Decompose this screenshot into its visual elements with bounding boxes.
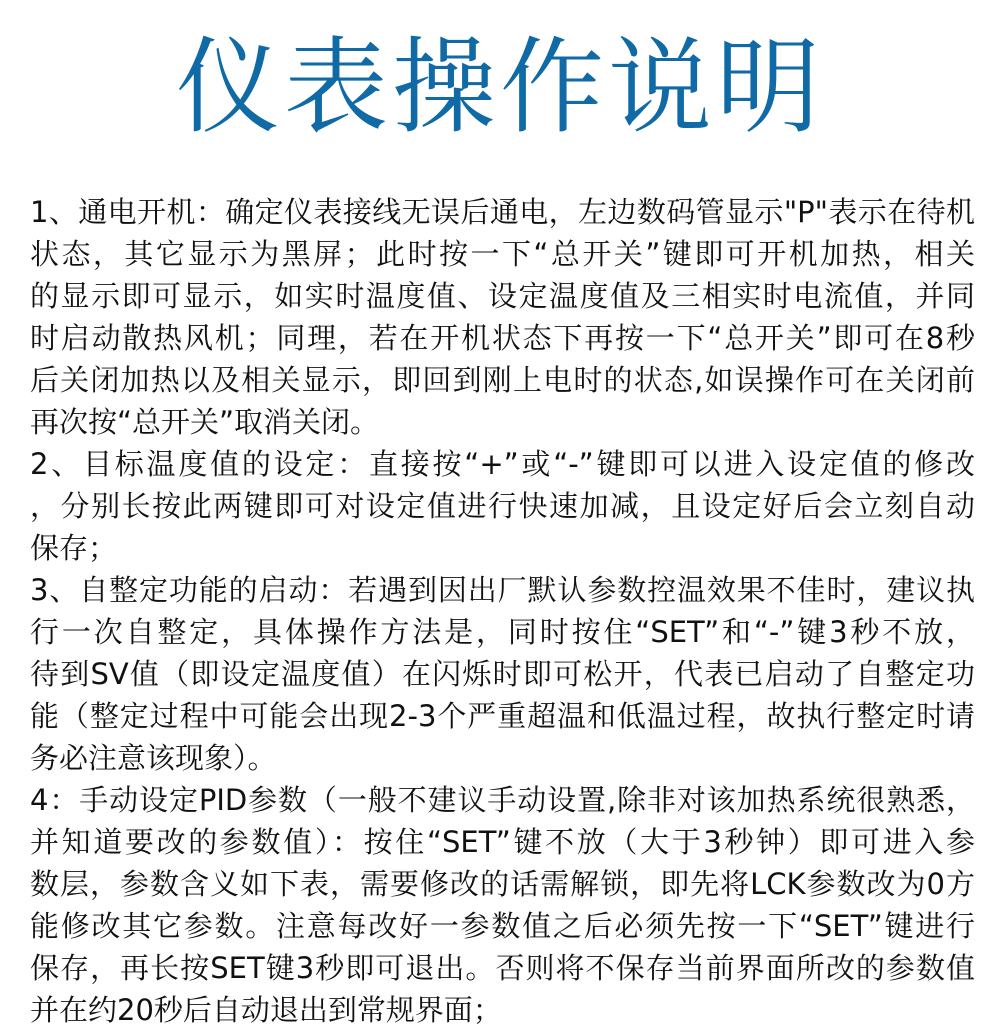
text-line: 2、目标温度值的设定：直接按“+”或“-”键即可以进入设定值的修改 [30,447,975,481]
text-line: 的显示即可显示，如实时温度值、设定温度值及三相实时电流值，并同 [30,279,975,313]
page-title: 仪表操作说明 [175,26,824,148]
text-line: 保存，再长按SET键3秒即可退出。否则将不保存当前界面所改的参数值 [30,951,975,985]
text-line: 后关闭加热以及相关显示，即回到刚上电时的状态,如误操作可在关闭前 [30,363,975,397]
text-line: 能修改其它参数。注意每改好一参数值之后必须先按一下“SET”键进行 [30,909,975,943]
text-line: 再次按“总开关”取消关闭。 [30,405,380,439]
text-line: 并在约20秒后自动退出到常规界面； [30,993,502,1027]
text-line: 3、自整定功能的启动：若遇到因出厂默认参数控温效果不佳时，建议执 [30,573,975,607]
instructions-body [30,191,975,1031]
instruction-paragraph-2 [30,443,975,569]
text-line: 并知道要改的参数值）：按住“SET”键不放（大于3秒钟）即可进入参 [30,825,975,859]
text-line: 行一次自整定，具体操作方法是，同时按住“SET”和“-”键3秒不放， [30,615,975,649]
text-line: 务必注意该现象）。 [30,741,277,775]
text-line: 4：手动设定PID参数（一般不建议手动设置,除非对该加热系统很熟悉， [30,783,975,817]
instruction-paragraph-4 [30,779,975,1031]
text-line: 数层，参数含义如下表，需要修改的话需解锁，即先将LCK参数改为0方 [30,867,975,901]
text-line: 能（整定过程中可能会出现2-3个严重超温和低温过程，故执行整定时请 [30,699,975,733]
text-line: 待到SV值（即设定温度值）在闪烁时即可松开，代表已启动了自整定功 [30,657,975,691]
text-line: 1、通电开机：确定仪表接线无误后通电，左边数码管显示"P"表示在待机 [30,195,975,229]
instruction-paragraph-3 [30,569,975,779]
text-line: 保存； [30,531,118,565]
text-line: ，分别长按此两键即可对设定值进行快速加减，且设定好后会立刻自动 [30,489,975,523]
text-line: 状态，其它显示为黑屏；此时按一下“总开关”键即可开机加热，相关 [30,237,975,271]
text-line: 时启动散热风机；同理，若在开机状态下再按一下“总开关”即可在8秒 [30,321,975,355]
instruction-paragraph-1 [30,191,975,443]
